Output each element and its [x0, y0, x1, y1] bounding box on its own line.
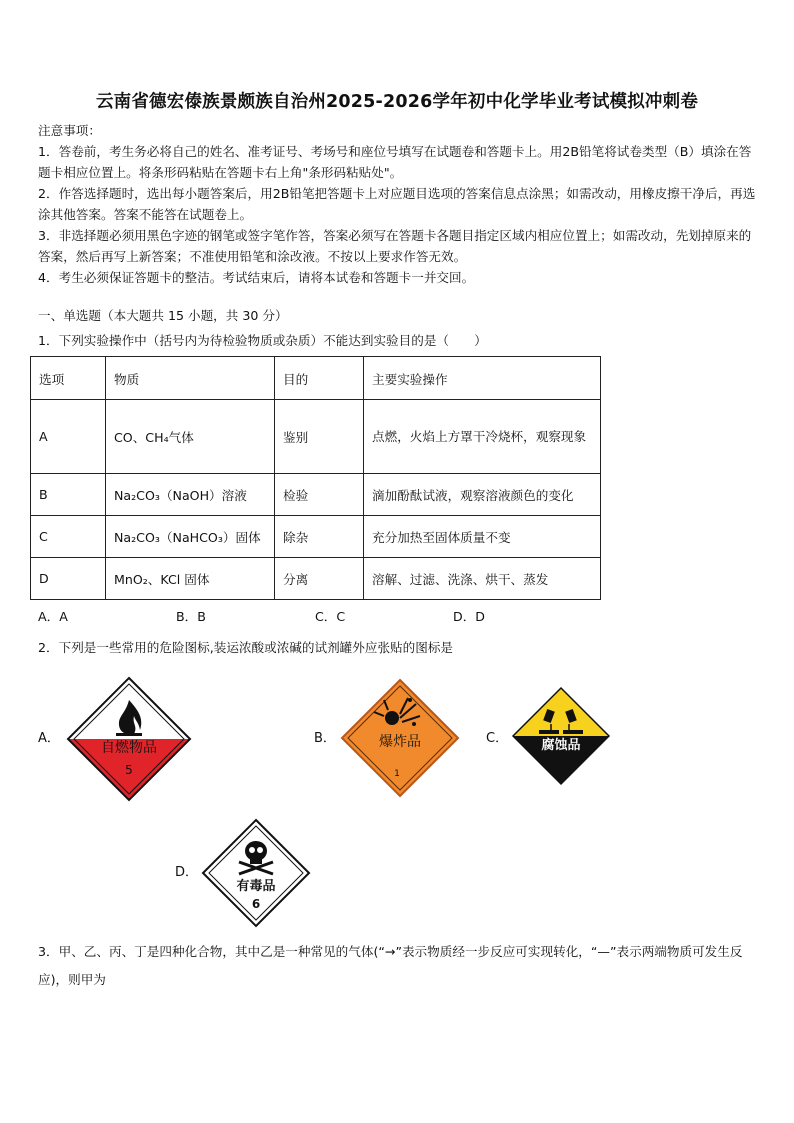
table-cell: B	[31, 474, 106, 516]
table-cell: 分离	[275, 558, 364, 600]
table-cell: MnO₂、KCl 固体	[106, 558, 275, 600]
table-cell: Na₂CO₃（NaHCO₃）固体	[106, 516, 275, 558]
option-a: A．A	[38, 609, 68, 624]
table-cell: Na₂CO₃（NaOH）溶液	[106, 474, 275, 516]
sign-b-number: 1	[394, 769, 400, 779]
table-cell: 检验	[275, 474, 364, 516]
table-cell: A	[31, 400, 106, 474]
table-row	[31, 400, 601, 474]
table-cell: 鉴别	[275, 400, 364, 474]
spontaneous-combustion-sign	[66, 676, 192, 802]
note-item: 4．考生必须保证答题卡的整洁。考试结束后，请将本试卷和答题卡一并交回。	[38, 270, 475, 285]
table-cell: 除杂	[275, 516, 364, 558]
sign-a-number: 5	[125, 763, 133, 777]
option-d: D．D	[453, 609, 485, 624]
sign-a-label: A．	[38, 731, 60, 746]
sign-d-number: 6	[251, 897, 261, 911]
table-cell: CO、CH₄气体	[106, 400, 275, 474]
option-b: B．B	[176, 609, 206, 624]
table-cell: 充分加热至固体质量不变	[364, 516, 601, 558]
table-cell: 溶解、过滤、洗涤、烘干、蒸发	[364, 558, 601, 600]
notes-heading: 注意事项：	[38, 123, 101, 138]
page-title: 云南省德宏傣族景颇族自治州2025-2026学年初中化学毕业考试模拟冲刺卷	[95, 92, 699, 112]
table-cell: 点燃，火焰上方罩干冷烧杯，观察现象	[364, 400, 601, 474]
corrosive-sign	[511, 686, 611, 786]
section-heading: 一、单选题（本大题共 15 小题，共 30 分）	[38, 308, 288, 323]
question-1-stem: 1．下列实验操作中（括号内为待检验物质或杂质）不能达到实验目的是（ ）	[38, 333, 487, 348]
table-header: 目的	[275, 357, 364, 400]
table-header: 选项	[31, 357, 106, 400]
sign-c-label: C．	[486, 731, 509, 746]
note-item: 3．非选择题必须用黑色字迹的钢笔或签字笔作答，答案必须写在答题卡各题目指定区域内相应位置上；如需改动，先划掉原来的答案，然后再写上新答案；不准使用铅笔和涂改液。不按以上要求作答无效。	[38, 228, 752, 264]
table-header-row	[31, 357, 601, 400]
sign-c-text: 腐蚀品	[541, 738, 581, 753]
table-row	[31, 558, 601, 600]
sign-b-label: B．	[314, 731, 336, 746]
sign-a-text: 自燃物品	[101, 740, 157, 756]
toxic-sign	[201, 818, 311, 928]
table-cell: D	[31, 558, 106, 600]
sign-d-label: D．	[175, 865, 199, 880]
notes	[38, 120, 763, 288]
question-2-stem: 2．下列是一些常用的危险图标,装运浓酸或浓碱的试剂罐外应张贴的图标是	[38, 640, 454, 655]
question-3-stem: 3．甲、乙、丙、丁是四种化合物，其中乙是一种常见的气体(“→”表示物质经一步反应可实现转化，“—”表示两端物质可发生反应)，则甲为	[38, 944, 743, 987]
table-row	[31, 516, 601, 558]
option-c: C．C	[315, 609, 346, 624]
table-row	[31, 474, 601, 516]
explosive-sign	[340, 678, 460, 798]
sign-b-text: 爆炸品	[379, 734, 421, 750]
table-header: 物质	[106, 357, 275, 400]
table-header: 主要实验操作	[364, 357, 601, 400]
note-item: 1．答卷前，考生务必将自己的姓名、准考证号、考场号和座位号填写在试题卷和答题卡上。用2B铅笔将试卷类型（B）填涂在答题卡相应位置上。将条形码粘贴在答题卡右上角"条形码粘贴处"。	[38, 144, 752, 180]
sign-d-text: 有毒品	[236, 879, 276, 894]
table-cell: C	[31, 516, 106, 558]
table-cell: 滴加酚酞试液，观察溶液颜色的变化	[364, 474, 601, 516]
question-1-table	[30, 356, 601, 600]
note-item: 2．作答选择题时，选出每小题答案后，用2B铅笔把答题卡上对应题目选项的答案信息点涂黑；如需改动，用橡皮擦干净后，再选涂其他答案。答案不能答在试题卷上。	[38, 186, 756, 222]
